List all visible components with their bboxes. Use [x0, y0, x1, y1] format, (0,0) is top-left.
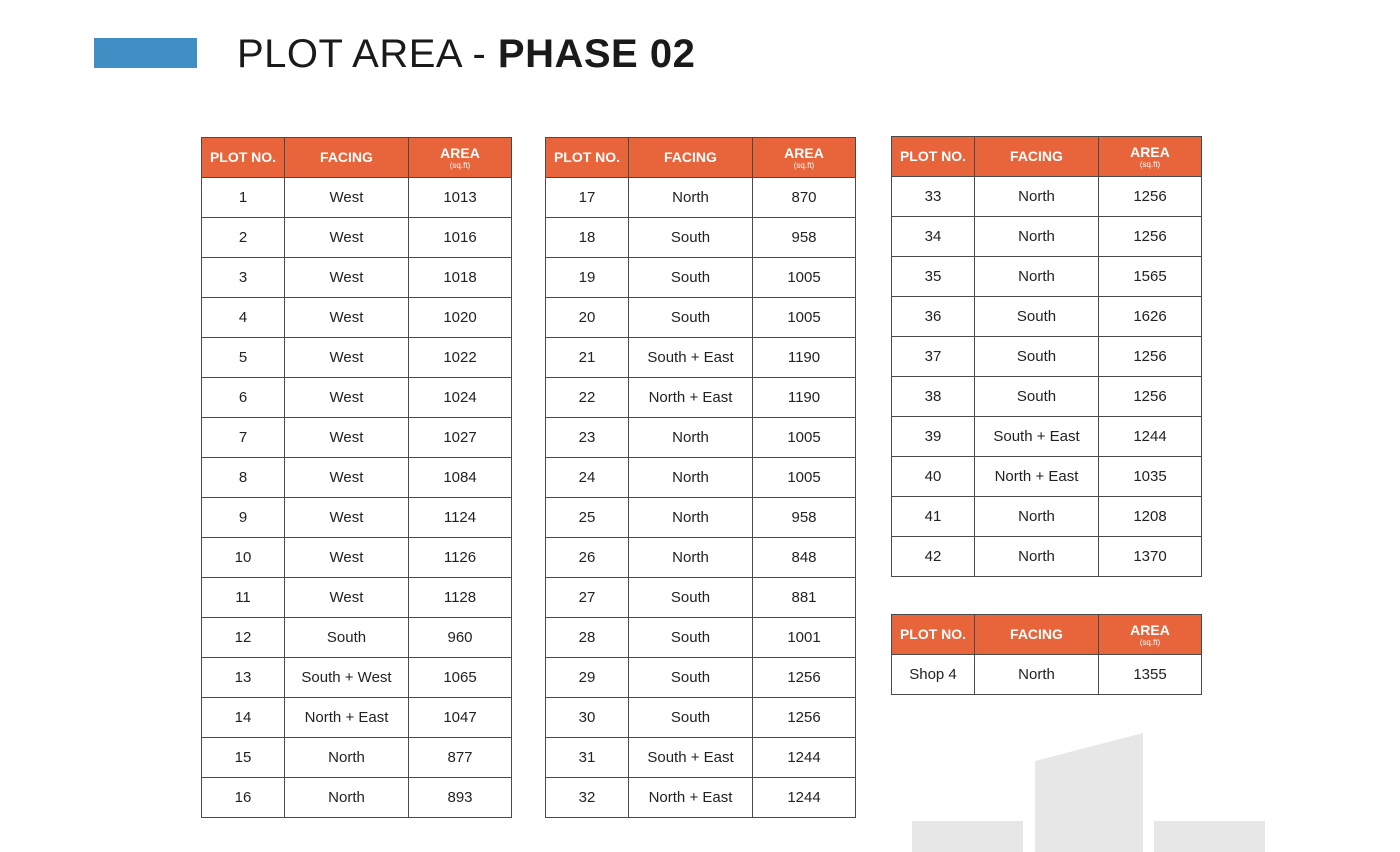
table-row — [892, 297, 1202, 337]
header-plot-no — [892, 137, 975, 177]
header-area — [753, 138, 856, 178]
table-header-row — [202, 138, 512, 178]
header-plot-no — [892, 615, 975, 655]
cell-area: 1565 — [1099, 257, 1202, 297]
header-plot-no — [546, 138, 629, 178]
plot-table-1 — [201, 137, 512, 818]
cell-facing: North — [975, 537, 1099, 577]
header-area-label: AREA — [1130, 143, 1170, 160]
cell-plot-no: 37 — [892, 337, 975, 377]
table-row — [202, 178, 512, 218]
table-row — [892, 417, 1202, 457]
table-row — [202, 218, 512, 258]
header-facing — [285, 138, 409, 178]
cell-facing: West — [285, 578, 409, 618]
cell-area: 1370 — [1099, 537, 1202, 577]
header-area-unit: (sq.ft) — [1139, 637, 1161, 647]
cell-area: 870 — [753, 178, 856, 218]
cell-plot-no: 19 — [546, 258, 629, 298]
table-row — [892, 655, 1202, 695]
cell-plot-no: 21 — [546, 338, 629, 378]
table-row — [892, 177, 1202, 217]
cell-area: 1005 — [753, 298, 856, 338]
cell-plot-no: 42 — [892, 537, 975, 577]
header-plot-no-label: PLOT NO. — [899, 626, 967, 642]
header-facing-label: FACING — [1010, 626, 1063, 642]
cell-plot-no: 36 — [892, 297, 975, 337]
cell-plot-no: 26 — [546, 538, 629, 578]
cell-facing: North — [629, 458, 753, 498]
table-row — [892, 497, 1202, 537]
table-header-row — [892, 137, 1202, 177]
cell-area: 1256 — [1099, 177, 1202, 217]
table-row — [202, 258, 512, 298]
accent-bar — [94, 38, 197, 68]
cell-facing: West — [285, 258, 409, 298]
cell-facing: South — [629, 218, 753, 258]
cell-plot-no: 10 — [202, 538, 285, 578]
cell-facing: North — [975, 497, 1099, 537]
cell-facing: North — [629, 498, 753, 538]
header-plot-no-label: PLOT NO. — [209, 149, 277, 165]
cell-facing: North — [975, 257, 1099, 297]
table-row — [892, 217, 1202, 257]
cell-facing: South — [285, 618, 409, 658]
header-area — [1099, 615, 1202, 655]
cell-facing: South + East — [629, 738, 753, 778]
cell-area: 1018 — [409, 258, 512, 298]
cell-facing: South — [975, 337, 1099, 377]
cell-plot-no: 15 — [202, 738, 285, 778]
table-row — [546, 418, 856, 458]
cell-facing: North — [975, 217, 1099, 257]
cell-area: 881 — [753, 578, 856, 618]
cell-plot-no: 18 — [546, 218, 629, 258]
cell-plot-no: 29 — [546, 658, 629, 698]
cell-plot-no: 39 — [892, 417, 975, 457]
cell-plot-no: Shop 4 — [892, 655, 975, 695]
cell-facing: North — [629, 538, 753, 578]
table-row — [202, 778, 512, 818]
table-row — [202, 418, 512, 458]
header-area — [409, 138, 512, 178]
cell-plot-no: 34 — [892, 217, 975, 257]
table-row — [202, 378, 512, 418]
cell-facing: North + East — [629, 778, 753, 818]
cell-area: 1027 — [409, 418, 512, 458]
cell-plot-no: 2 — [202, 218, 285, 258]
cell-plot-no: 41 — [892, 497, 975, 537]
plot-table-shop — [891, 614, 1202, 695]
cell-area: 1256 — [753, 658, 856, 698]
cell-area: 1128 — [409, 578, 512, 618]
cell-area: 1020 — [409, 298, 512, 338]
title-phase: PHASE 02 — [497, 32, 696, 76]
header-area — [1099, 137, 1202, 177]
header-facing — [975, 615, 1099, 655]
cell-area: 960 — [409, 618, 512, 658]
cell-plot-no: 14 — [202, 698, 285, 738]
cell-facing: West — [285, 418, 409, 458]
cell-area: 1190 — [753, 378, 856, 418]
cell-area: 877 — [409, 738, 512, 778]
cell-plot-no: 9 — [202, 498, 285, 538]
table-row — [202, 298, 512, 338]
table-row — [546, 538, 856, 578]
cell-facing: West — [285, 178, 409, 218]
table-row — [202, 618, 512, 658]
table-row — [202, 658, 512, 698]
page-title — [237, 28, 695, 80]
cell-facing: South — [629, 658, 753, 698]
table-row — [546, 738, 856, 778]
cell-facing: South — [629, 698, 753, 738]
cell-facing: South — [629, 578, 753, 618]
cell-facing: North — [629, 178, 753, 218]
cell-area: 1355 — [1099, 655, 1202, 695]
cell-area: 1065 — [409, 658, 512, 698]
cell-facing: West — [285, 378, 409, 418]
cell-plot-no: 11 — [202, 578, 285, 618]
cell-plot-no: 1 — [202, 178, 285, 218]
table-row — [892, 257, 1202, 297]
cell-facing: South + East — [629, 338, 753, 378]
plot-table-3 — [891, 136, 1202, 577]
cell-plot-no: 32 — [546, 778, 629, 818]
header-facing — [975, 137, 1099, 177]
header-plot-no-label: PLOT NO. — [553, 149, 621, 165]
cell-area: 1047 — [409, 698, 512, 738]
cell-plot-no: 38 — [892, 377, 975, 417]
header-area-unit: (sq.ft) — [793, 160, 815, 170]
cell-facing: North — [285, 778, 409, 818]
cell-area: 1244 — [753, 778, 856, 818]
cell-area: 958 — [753, 498, 856, 538]
cell-facing: West — [285, 498, 409, 538]
table-row — [546, 698, 856, 738]
table-row — [546, 498, 856, 538]
cell-plot-no: 24 — [546, 458, 629, 498]
cell-plot-no: 8 — [202, 458, 285, 498]
header-facing-label: FACING — [1010, 148, 1063, 164]
header-facing-label: FACING — [320, 149, 373, 165]
table-row — [892, 377, 1202, 417]
cell-area: 1005 — [753, 458, 856, 498]
header-area-label: AREA — [440, 144, 480, 161]
skyline-building-left — [912, 821, 1023, 852]
cell-plot-no: 33 — [892, 177, 975, 217]
cell-plot-no: 4 — [202, 298, 285, 338]
cell-plot-no: 17 — [546, 178, 629, 218]
table-row — [202, 458, 512, 498]
cell-area: 848 — [753, 538, 856, 578]
cell-plot-no: 3 — [202, 258, 285, 298]
cell-area: 1013 — [409, 178, 512, 218]
cell-area: 958 — [753, 218, 856, 258]
cell-area: 1244 — [753, 738, 856, 778]
cell-plot-no: 23 — [546, 418, 629, 458]
cell-plot-no: 28 — [546, 618, 629, 658]
cell-facing: North + East — [629, 378, 753, 418]
cell-plot-no: 13 — [202, 658, 285, 698]
cell-facing: North — [629, 418, 753, 458]
header-facing-label: FACING — [664, 149, 717, 165]
cell-area: 1256 — [1099, 217, 1202, 257]
cell-facing: West — [285, 338, 409, 378]
table-row — [546, 778, 856, 818]
plot-table-2 — [545, 137, 856, 818]
cell-area: 1016 — [409, 218, 512, 258]
header-facing — [629, 138, 753, 178]
table-row — [546, 178, 856, 218]
cell-facing: South — [629, 298, 753, 338]
cell-plot-no: 16 — [202, 778, 285, 818]
cell-area: 1005 — [753, 418, 856, 458]
header-area-label: AREA — [784, 144, 824, 161]
cell-facing: West — [285, 298, 409, 338]
skyline-building-tower — [1035, 733, 1143, 852]
cell-plot-no: 22 — [546, 378, 629, 418]
cell-facing: West — [285, 218, 409, 258]
cell-area: 1126 — [409, 538, 512, 578]
cell-area: 1084 — [409, 458, 512, 498]
header-area-unit: (sq.ft) — [1139, 159, 1161, 169]
cell-area: 1005 — [753, 258, 856, 298]
cell-facing: North — [975, 177, 1099, 217]
table-row — [546, 578, 856, 618]
table-row — [202, 738, 512, 778]
table-row — [892, 457, 1202, 497]
cell-facing: North + East — [975, 457, 1099, 497]
table-row — [202, 338, 512, 378]
table-row — [546, 458, 856, 498]
table-row — [546, 618, 856, 658]
cell-area: 1626 — [1099, 297, 1202, 337]
cell-plot-no: 30 — [546, 698, 629, 738]
cell-plot-no: 20 — [546, 298, 629, 338]
cell-facing: West — [285, 458, 409, 498]
cell-area: 1244 — [1099, 417, 1202, 457]
cell-facing: North — [975, 655, 1099, 695]
cell-plot-no: 25 — [546, 498, 629, 538]
cell-area: 893 — [409, 778, 512, 818]
cell-area: 1024 — [409, 378, 512, 418]
table-row — [202, 538, 512, 578]
cell-area: 1035 — [1099, 457, 1202, 497]
table-row — [546, 378, 856, 418]
cell-plot-no: 5 — [202, 338, 285, 378]
cell-facing: West — [285, 538, 409, 578]
cell-area: 1256 — [1099, 377, 1202, 417]
header-area-unit: (sq.ft) — [449, 160, 471, 170]
cell-plot-no: 7 — [202, 418, 285, 458]
cell-area: 1208 — [1099, 497, 1202, 537]
table-row — [202, 578, 512, 618]
cell-area: 1001 — [753, 618, 856, 658]
cell-plot-no: 31 — [546, 738, 629, 778]
cell-plot-no: 40 — [892, 457, 975, 497]
table-row — [892, 337, 1202, 377]
cell-facing: North — [285, 738, 409, 778]
cell-plot-no: 12 — [202, 618, 285, 658]
cell-facing: South — [629, 258, 753, 298]
table-row — [202, 698, 512, 738]
table-row — [546, 298, 856, 338]
cell-facing: South — [975, 377, 1099, 417]
cell-facing: South — [629, 618, 753, 658]
cell-facing: South + West — [285, 658, 409, 698]
cell-area: 1190 — [753, 338, 856, 378]
table-row — [202, 498, 512, 538]
skyline-building-right — [1154, 821, 1265, 852]
cell-facing: South + East — [975, 417, 1099, 457]
cell-facing: North + East — [285, 698, 409, 738]
table-row — [892, 537, 1202, 577]
cell-facing: South — [975, 297, 1099, 337]
title-prefix: PLOT AREA - — [237, 32, 498, 76]
table-row — [546, 338, 856, 378]
table-row — [546, 218, 856, 258]
header-area-label: AREA — [1130, 621, 1170, 638]
cell-area: 1256 — [753, 698, 856, 738]
table-row — [546, 658, 856, 698]
cell-plot-no: 27 — [546, 578, 629, 618]
table-header-row — [892, 615, 1202, 655]
table-row — [546, 258, 856, 298]
cell-area: 1124 — [409, 498, 512, 538]
cell-area: 1022 — [409, 338, 512, 378]
header-plot-no — [202, 138, 285, 178]
cell-area: 1256 — [1099, 337, 1202, 377]
header-plot-no-label: PLOT NO. — [899, 148, 967, 164]
cell-plot-no: 6 — [202, 378, 285, 418]
table-header-row — [546, 138, 856, 178]
cell-plot-no: 35 — [892, 257, 975, 297]
